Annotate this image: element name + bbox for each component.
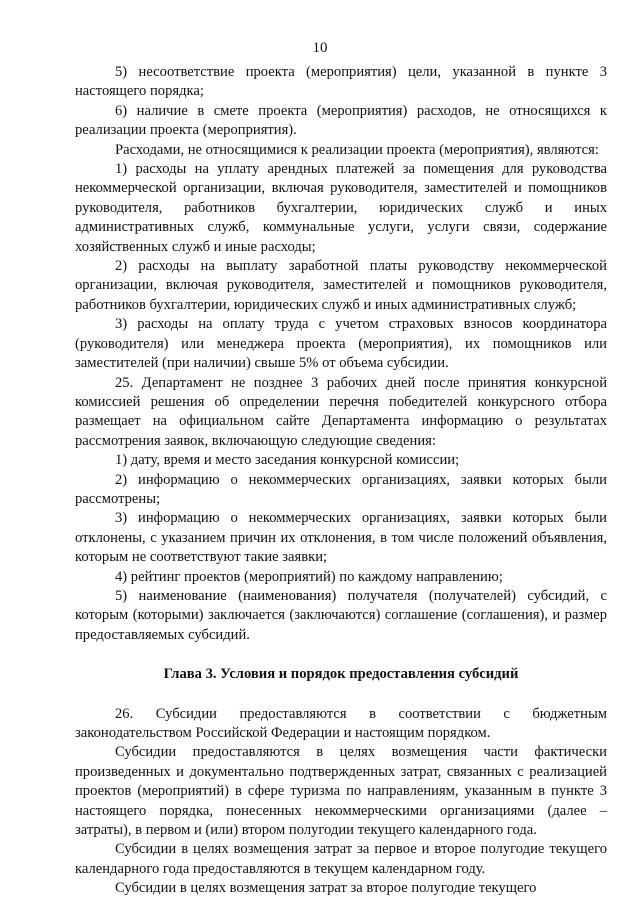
paragraph-clause-26: 26. Субсидии предоставляются в соответствии с бюджетным законодательством Российской Федерации и настоящим порядком. bbox=[75, 705, 607, 741]
document-body bbox=[75, 63, 607, 899]
paragraph-subsidy-second-half: Субсидии в целях возмещения затрат за второе полугодие текущего bbox=[115, 880, 537, 897]
paragraph-expense-2: 2) расходы на выплату заработной платы руководству некоммерческой организации, включая руководителя, заместителей и помощников руководителя, работников бухгалтерии, юридических служб и иных административных служб; bbox=[75, 258, 607, 313]
paragraph-clause-25: 25. Департамент не позднее 3 рабочих дней после принятия конкурсной комиссией решения об определении перечня победителей конкурсного отбора размещает на официальном сайте Департамента информацию о результатах рассмотрения заявок, включающую следующие сведения: bbox=[75, 374, 607, 449]
paragraph-subsidy-purpose: Субсидии предоставляются в целях возмещения части фактически произведенных и документально подтвержденных затрат, связанных с реализацией проектов (мероприятий) в сфере туризма по направлениям, указанным в пункте 3 настоящего порядка, понесенных некоммерческими организациями (далее – затраты), в первом и (или) втором полугодии текущего календарного года. bbox=[75, 744, 607, 839]
chapter-heading: Глава 3. Условия и порядок предоставления субсидий bbox=[163, 666, 519, 683]
page-number: 10 bbox=[312, 40, 328, 56]
spacer bbox=[75, 685, 607, 705]
paragraph-expense-1: 1) расходы на уплату арендных платежей за помещения для руководства некоммерческой организации, включая руководителя, заместителей и помощников руководителя, работников бухгалтерии, юридических служб и иных административных служб, коммунальные услуги, услуги связи, содержание хозяйственных служб и иные расходы; bbox=[75, 161, 607, 255]
paragraph-item-5: 5) несоответствие проекта (мероприятия) цели, указанной в пункте 3 настоящего порядка; bbox=[75, 64, 607, 100]
paragraph-non-related-expenses: Расходами, не относящимися к реализации проекта (мероприятия), являются: bbox=[115, 141, 599, 158]
paragraph-info-1: 1) дату, время и место заседания конкурсной комиссии; bbox=[115, 452, 460, 469]
spacer bbox=[75, 645, 607, 665]
paragraph-info-4: 4) рейтинг проектов (мероприятий) по каждому направлению; bbox=[115, 568, 503, 585]
paragraph-info-3: 3) информацию о некоммерческих организациях, заявки которых были отклонены, с указанием причин их отклонения, в том числе положений объявления, которым не соответствуют такие заявки; bbox=[75, 510, 607, 566]
paragraph-item-6: 6) наличие в смете проекта (мероприятия) расходов, не относящихся к реализации проекта (мероприятия). bbox=[75, 102, 607, 139]
paragraph-info-5: 5) наименование (наименования) получателя (получателей) субсидий, с которым (которыми) заключается (заключаются) соглашение (соглашения), и размер предоставляемых субсидий. bbox=[75, 587, 607, 643]
paragraph-info-2: 2) информацию о некоммерческих организациях, заявки которых были рассмотрены; bbox=[75, 471, 607, 507]
paragraph-expense-3: 3) расходы на оплату труда с учетом страховых взносов координатора (руководителя) или менеджера проекта (мероприятия), их помощников или заместителей (при наличии) свыше 5% от объема субсидии. bbox=[75, 316, 607, 372]
paragraph-subsidy-current-year: Субсидии в целях возмещения затрат за первое и второе полугодие текущего календарного года предоставляются в текущем календарном году. bbox=[75, 841, 607, 877]
